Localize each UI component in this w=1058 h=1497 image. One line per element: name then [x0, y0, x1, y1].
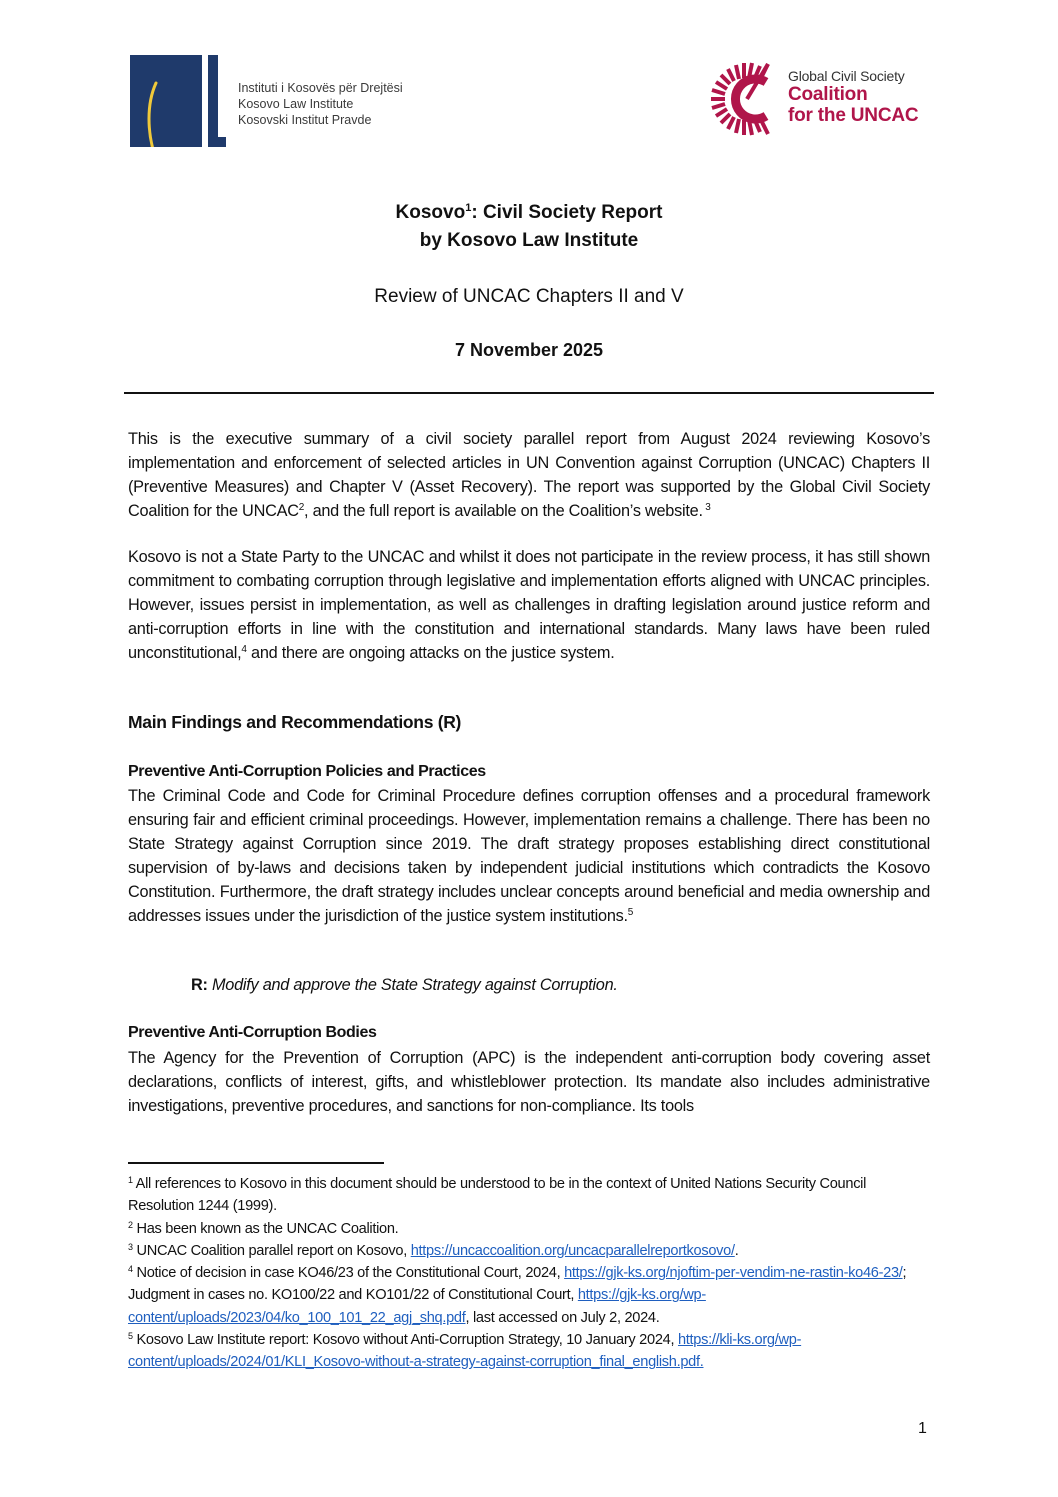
title-line-2: by Kosovo Law Institute: [419, 230, 639, 251]
subheading-policies-practices: Preventive Anti-Corruption Policies and Practices: [128, 763, 486, 780]
title-divider: [124, 392, 934, 394]
document-subtitle: Review of UNCAC Chapters II and V: [374, 286, 684, 307]
subheading-anti-corruption-bodies: Preventive Anti-Corruption Bodies: [128, 1024, 377, 1041]
kosovo-law-institute-logo: [130, 55, 460, 150]
section-heading-main-findings: Main Findings and Recommendations (R): [128, 712, 462, 732]
coalition-sunburst-c-icon: [708, 60, 786, 138]
footnote-text: UNCAC Coalition parallel report on Kosovo,: [132, 1242, 411, 1259]
kli-name-serbian: Kosovski Institut Pravde: [238, 113, 372, 127]
footnotes: [128, 1173, 930, 1374]
policies-text: The Criminal Code and Code for Criminal Procedure defines corruption offenses and a procedural framework ensuring fair and efficient criminal proceedings. However, implementation remains a challenge. There has been no State Strategy against Corruption since 2019. The draft strategy proposes establishing direct constitutional supervision of by-laws and decisions taken by independent judicial institutions which contradicts the Kosovo Constitution. Furthermore, the draft strategy includes unclear concepts around beneficial and media ownership and addresses issues under the jurisdiction of the justice system institutions.: [128, 787, 930, 925]
footnote-ref-1[interactable]: 1: [465, 202, 472, 214]
footnote-text: .: [734, 1242, 739, 1259]
recommendation-1: [191, 976, 618, 995]
footnote-number: 3: [128, 1241, 133, 1252]
coalition-logo-line2: Coalition: [788, 84, 868, 105]
footnote-link-uncac-report[interactable]: https://uncaccoalition.org/uncacparallelreportkosovo/: [410, 1242, 735, 1259]
footnote-text: , last accessed on July 2, 2024.: [465, 1309, 660, 1326]
footnote-4: [128, 1262, 930, 1329]
footnote-ref-5[interactable]: 5: [627, 907, 634, 918]
coalition-logo-line3: for the UNCAC: [788, 105, 919, 126]
footnote-separator: [128, 1162, 384, 1164]
footnote-text: ; Judgment in cases no. KO100/22 and KO101/22 of Constitutional Court,: [128, 1265, 907, 1304]
title-kosovo: Kosovo: [395, 202, 466, 223]
kli-name-english: Kosovo Law Institute: [238, 97, 354, 111]
footnote-5: [128, 1329, 930, 1374]
footnote-text: Has been known as the UNCAC Coalition.: [132, 1220, 399, 1237]
footnote-1: [128, 1173, 930, 1218]
context-text-b: and there are ongoing attacks on the justice system.: [246, 644, 615, 662]
kli-name-albanian: Instituti i Kosovës për Drejtësi: [238, 81, 403, 95]
footnote-number: 5: [128, 1331, 133, 1342]
context-paragraph: [128, 545, 930, 665]
recommendation-text: Modify and approve the State Strategy against Corruption.: [207, 976, 618, 994]
intro-paragraph: [128, 427, 930, 523]
bodies-paragraph: The Agency for the Prevention of Corruption (APC) is the independent anti-corruption body covering asset declarations, conflicts of interest, gifts, and whistleblower protection. Its mandate also includes administrative investigations, preventive procedures, and sanctions for non-compliance. Its tools: [128, 1049, 930, 1115]
title-report: : Civil Society Report: [471, 202, 663, 223]
recommendation-label: R:: [191, 976, 208, 994]
kli-logo-mark-icon: [130, 55, 226, 147]
document-date: 7 November 2025: [454, 340, 604, 360]
footnote-link-gjk-notice[interactable]: https://gjk-ks.org/njoftim-per-vendim-ne-rastin-ko46-23/: [564, 1265, 903, 1282]
intro-text-a: This is the executive summary of a civil society parallel report from August 2024 reviewing Kosovo’s implementation and enforcement of selected articles in UN Convention against Corruption (UNCAC) Chapters II (Preventive Measures) and Chapter V (Asset Recovery). The report was supported by the Global Civil Society Coalition for the UNCAC: [128, 430, 930, 520]
footnote-3: [128, 1240, 930, 1262]
footnote-link-kli-report[interactable]: https://kli-ks.org/wp-content/uploads/2024/01/KLI_Kosovo-without-a-strategy-against-corruption_final_english.pdf.: [128, 1332, 802, 1371]
footnote-text: Notice of decision in case KO46/23 of the Constitutional Court, 2024,: [132, 1265, 565, 1282]
kli-logo-text: [238, 80, 403, 128]
title-line-1: [0, 199, 1058, 227]
footnote-number: 1: [128, 1175, 133, 1185]
page-number: 1: [918, 1420, 927, 1437]
uncac-coalition-logo: [708, 58, 938, 144]
context-text-a: Kosovo is not a State Party to the UNCAC and whilst it does not participate in the review process, it has still shown commitment to combating corruption through legislative and implementation efforts aligned with UNCAC principles. However, issues persist in implementation, as well as challenges in drafting legislation around justice reform and anti-corruption efforts in line with the constitution and international standards. Many laws have been ruled unconstitutional,: [128, 548, 930, 662]
document-title: [0, 199, 1058, 255]
footnote-2: [128, 1218, 930, 1240]
intro-text-b: , and the full report is available on the Coalition’s website.: [304, 502, 703, 520]
policies-paragraph: [128, 784, 930, 928]
footnote-ref-4[interactable]: 4: [241, 644, 247, 655]
footnote-text: Kosovo Law Institute report: Kosovo without Anti-Corruption Strategy, 10 January 2024,: [132, 1332, 678, 1349]
footnote-number: 4: [128, 1264, 133, 1275]
footnote-number: 2: [128, 1219, 133, 1230]
footnote-text: All references to Kosovo in this document should be understood to be in the context of United Nations Security Council Resolution 1244 (1999).: [128, 1176, 867, 1215]
footnote-ref-3[interactable]: 3: [702, 502, 711, 513]
footnote-link-gjk-judgment[interactable]: https://gjk-ks.org/wp-content/uploads/2023/04/ko_100_101_22_agj_shq.pdf: [128, 1287, 706, 1326]
coalition-logo-line1: Global Civil Society: [788, 68, 905, 84]
coalition-logo-text: [788, 68, 918, 126]
footnote-ref-2[interactable]: 2: [298, 502, 305, 513]
